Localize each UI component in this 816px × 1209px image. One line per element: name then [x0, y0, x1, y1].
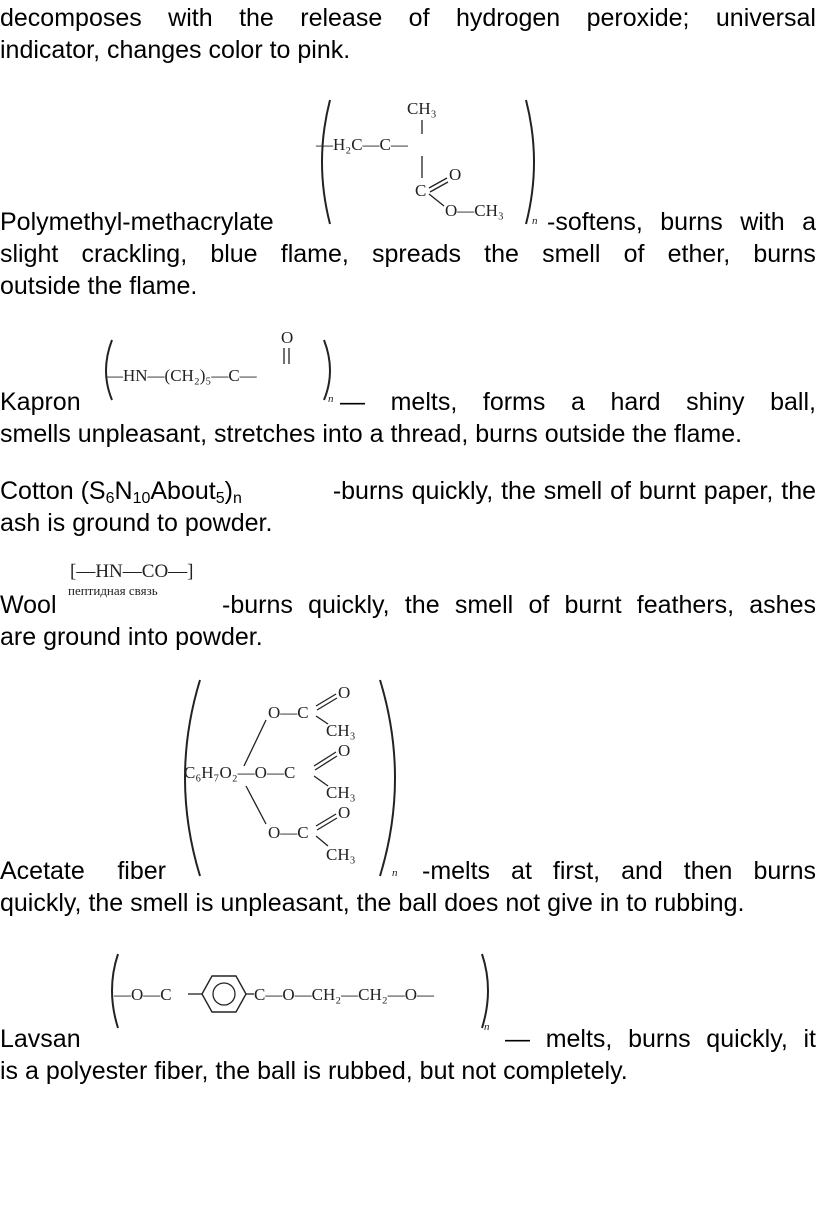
lavsan-line-1	[0, 1023, 816, 1055]
pmma-line-1-rest: -softens, burns with a	[547, 208, 816, 236]
acetate-top-o: O	[338, 683, 351, 702]
acetate-bottom-oc: O—C	[268, 823, 309, 842]
lavsan-left-group: —O—C	[114, 985, 172, 1004]
cotton-paragraph	[0, 475, 816, 539]
lavsan-n-subscript: n	[484, 1021, 490, 1032]
pmma-name: Polymethyl-methacrylate	[0, 208, 274, 236]
lavsan-line-1-rest: — melts, burns quickly, it	[505, 1025, 816, 1053]
pmma-carbonyl-o: O	[449, 165, 462, 184]
pmma-ch3-top: CH₃	[407, 99, 437, 118]
pmma-ester-group: O—CH₃	[445, 201, 504, 220]
acetate-bottom-ch3: CH₃	[326, 845, 356, 864]
lavsan-structural-formula	[104, 948, 500, 1032]
pmma-line-2: slight crackling, blue flame, spreads the smell of ether, burns	[0, 240, 816, 268]
kapron-line-1	[0, 386, 816, 418]
kapron-line-2: smells unpleasant, stretches into a thread, burns outside the flame.	[0, 420, 743, 448]
acetate-core: C₆H₇O₂—O—C	[184, 763, 296, 782]
acetate-line-2: quickly, the smell is unpleasant, the ball does not give in to rubbing.	[0, 889, 745, 917]
intro-paragraph	[0, 2, 816, 66]
wool-line-1	[0, 589, 816, 621]
lavsan-name: Lavsan	[0, 1025, 81, 1053]
lavsan-right-group: C—O—CH₂—CH₂—O—	[254, 985, 434, 1004]
acetate-paragraph	[0, 855, 816, 919]
pmma-n-subscript: n	[532, 215, 538, 227]
kapron-n-subscript: n	[328, 393, 334, 404]
pmma-line-3: outside the flame.	[0, 272, 198, 300]
pmma-line-1	[0, 206, 816, 238]
cotton-line-1	[0, 475, 816, 507]
cotton-formula: Cotton $(S_6N_{10}About_5)_n$	[0, 477, 242, 507]
acetate-line-1-rest: -melts at first, and then burns	[422, 857, 816, 885]
acetate-mid-ch3: CH₃	[326, 783, 356, 802]
kapron-line-1-rest: — melts, forms a hard shiny ball,	[340, 388, 816, 416]
lavsan-paragraph	[0, 1023, 816, 1087]
cotton-line-2: ash is ground to powder.	[0, 509, 273, 537]
pmma-ester-c: C	[415, 181, 427, 200]
acetate-mid-o: O	[338, 741, 351, 760]
acetate-name: Acetate fiber	[0, 857, 166, 885]
wool-name: Wool	[0, 591, 57, 619]
acetate-line-1	[0, 855, 816, 887]
acetate-structural-formula	[176, 672, 412, 884]
acetate-top-ch3: CH₃	[326, 721, 356, 740]
intro-line-1: decomposes with the release of hydrogen peroxide; universal	[0, 4, 816, 32]
kapron-chain: —HN—(CH₂)₅—C—	[106, 366, 257, 385]
acetate-bottom-o: O	[338, 803, 351, 822]
wool-formula-top: [—HN—CO—]	[70, 561, 194, 582]
acetate-n-subscript: n	[392, 867, 398, 879]
cotton-line-1-rest: -burns quickly, the smell of burnt paper, the	[332, 477, 816, 505]
pmma-backbone: —H₂C—C—	[316, 135, 408, 154]
lavsan-benzene-ring	[202, 976, 246, 1012]
wool-line-1-rest: -burns quickly, the smell of burnt feathers, ashes	[222, 591, 816, 619]
kapron-name: Kapron	[0, 388, 81, 416]
wool-formula-bottom: пептидная связь	[68, 583, 158, 598]
kapron-paragraph	[0, 386, 816, 450]
kapron-carbonyl-o: O	[281, 328, 294, 347]
lavsan-line-2: is a polyester fiber, the ball is rubbed, but not completely.	[0, 1057, 628, 1085]
pmma-paragraph	[0, 206, 816, 302]
acetate-top-oc: O—C	[268, 703, 309, 722]
wool-line-2: are ground into powder.	[0, 623, 263, 651]
intro-line-2: indicator, changes color to pink.	[0, 36, 351, 64]
wool-paragraph	[0, 589, 816, 653]
